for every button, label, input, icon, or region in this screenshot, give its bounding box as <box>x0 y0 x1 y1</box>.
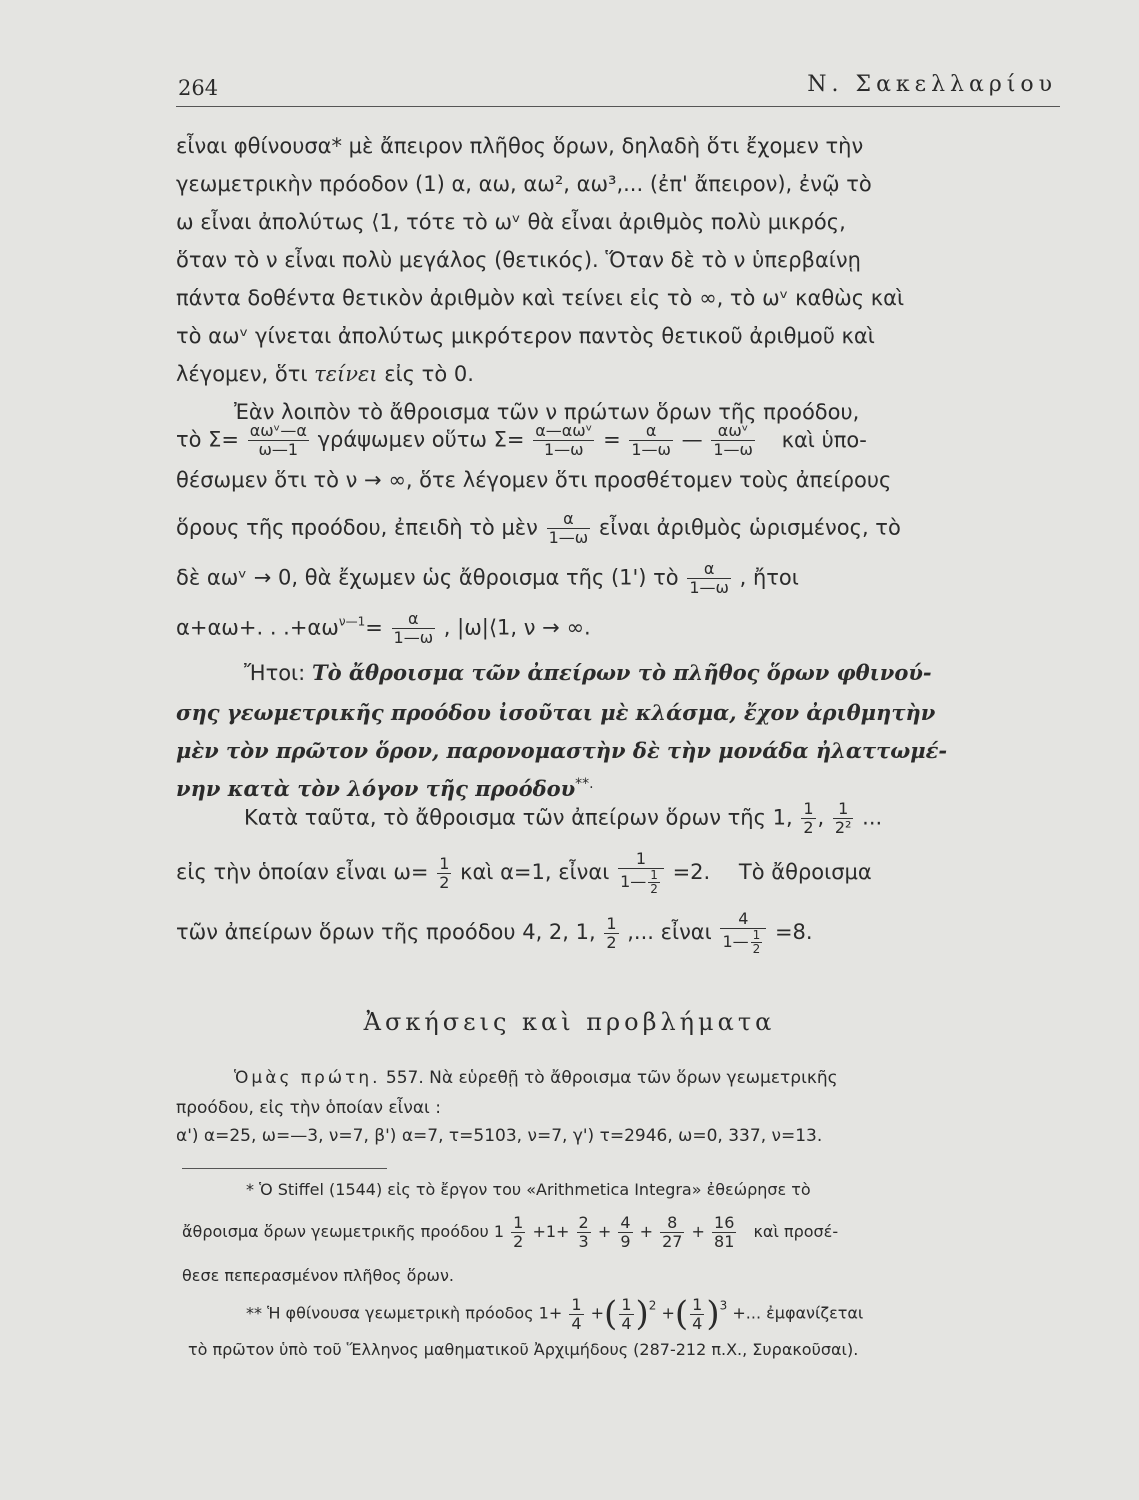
fraction-numerator: 4 <box>620 1213 631 1232</box>
formula-text: , |ω|⟨1, ν → ∞. <box>443 615 591 640</box>
text-fragment: Τὸ ἄθροισμα <box>738 860 872 884</box>
fraction-denominator: 2² <box>834 818 852 837</box>
text-line-7 <box>176 362 474 386</box>
fraction-numerator: αωᵛ—α <box>249 421 307 440</box>
fraction-numerator: α <box>547 510 591 529</box>
exercise-line-2: προόδου, εἰς τὴν ὁποίαν εἶναι : <box>176 1098 441 1118</box>
fraction <box>248 422 309 459</box>
text-fragment: εἰς τὸ 0. <box>384 362 474 386</box>
header-rule <box>176 106 1060 107</box>
exponent: ν—1 <box>338 614 366 629</box>
exercise-text: 557. Νὰ εὑρεθῇ τὸ ἄθροισμα τῶν ὅρων γεωμετρικῆς <box>385 1068 838 1088</box>
fraction-numerator: 8 <box>660 1214 684 1233</box>
compound-fraction <box>720 910 766 956</box>
fraction <box>648 869 660 896</box>
formula-text: καὶ ὑπο- <box>781 427 867 452</box>
text-line-10: θέσωμεν ὅτι τὸ ν → ∞, ὅτε λέγομεν ὅτι προσθέτομεν τοὺς ἀπείρους <box>176 468 892 492</box>
footnote-1-line-1: * Ὁ Stiffel (1544) εἰς τὸ ἔργον του «Arithmetica Integra» ἐθεώρησε τὸ <box>246 1180 811 1199</box>
fraction <box>392 610 436 647</box>
text-line-2: γεωμετρικὴν πρόοδον (1) α, αω, αω², αω³,... (ἐπ' ἄπειρον), ἐνῷ τὸ <box>176 172 872 196</box>
text-line-18: Κατὰ ταῦτα, τὸ ἄθροισμα τῶν ἀπείρων ὅρων τῆς 1, $\frac{1}{2}$ , $\frac{1}{\text{2²}}$ ... <box>244 799 883 837</box>
fraction-numerator: 2 <box>578 1213 589 1232</box>
fraction-numerator: 1 <box>833 800 854 819</box>
fraction-numerator: α <box>629 422 673 441</box>
text-fragment: τῶν ἀπείρων ὅρων τῆς προόδου 4, 2, 1, <box>176 920 596 944</box>
fraction-numerator: 1 <box>606 913 617 933</box>
footnote-text: καὶ προσέ- <box>753 1222 839 1241</box>
formula-text: τὸ Σ= <box>176 427 240 452</box>
text-fragment: ,... εἶναι <box>627 920 712 944</box>
fraction <box>511 1214 525 1251</box>
group-label: Ὁμὰς πρώτη. <box>234 1068 381 1088</box>
footnote-1-line-3: θεσε πεπερασμένον πλῆθος ὅρων. <box>182 1266 454 1285</box>
theorem-text: νην κατὰ τὸν λόγον τῆς προόδου <box>176 776 576 801</box>
fraction-numerator: 1 <box>692 1294 703 1314</box>
fraction-denominator: 4 <box>692 1313 703 1333</box>
text-line-4: ὅταν τὸ ν εἶναι πολὺ μεγάλος (θετικός). Ὅταν δὲ τὸ ν ὑπερβαίνῃ <box>176 248 861 272</box>
fraction-denominator: 1—ω <box>631 440 671 459</box>
emphasis-tends: τείνει <box>314 362 378 386</box>
fraction-numerator: 1 <box>752 928 761 942</box>
fraction <box>618 1214 632 1251</box>
exercise-line-1 <box>234 1068 838 1088</box>
fraction-numerator: 4 <box>720 910 766 929</box>
text-line-5: πάντα δοθέντα θετικὸν ἀριθμὸν καὶ τείνει εἰς τὸ ∞, τὸ ωᵛ καθὼς καὶ <box>176 286 905 310</box>
theorem-line-3: μὲν τὸν πρῶτον ὅρον, παρονομαστὴν δὲ τὴν μονάδα ἠλαττωμέ- <box>176 738 948 763</box>
footnote-rule <box>182 1168 387 1169</box>
fraction-denominator: 3 <box>578 1232 589 1251</box>
text-fragment: ὅρους τῆς προόδου, ἐπειδὴ τὸ μὲν <box>176 515 538 540</box>
fraction <box>711 422 755 459</box>
running-header-author: Ν. Σακελλαρίου <box>807 72 1057 97</box>
text-fragment: εἰς τὴν ὁποίαν εἶναι ω= <box>176 860 429 884</box>
text-fragment: λέγομεν, ὅτι <box>176 362 308 386</box>
section-heading: Ἀσκήσεις καὶ προβλήματα <box>363 1008 776 1036</box>
fraction <box>569 1296 583 1333</box>
fraction-denominator: 2 <box>606 932 617 952</box>
fraction-denominator: 81 <box>714 1232 735 1251</box>
fraction-denominator: 2 <box>752 942 761 956</box>
fraction-denominator: 2 <box>650 882 658 896</box>
fraction <box>833 800 854 837</box>
fraction-numerator: α—αωᵛ <box>535 421 593 440</box>
text-fragment: ... <box>862 805 883 830</box>
text-fragment: καὶ α=1, εἶναι <box>460 860 610 884</box>
fraction-denominator: 2 <box>439 872 450 892</box>
fraction <box>801 800 815 837</box>
fraction <box>690 1296 704 1333</box>
exercise-line-3: α') α=25, ω=—3, ν=7, β') α=7, τ=5103, ν=7, γ') τ=2946, ω=0, 337, ν=13. <box>176 1126 823 1146</box>
fraction <box>629 422 673 459</box>
footnote-mark: **. <box>575 776 594 792</box>
text-line-8: Ἐὰν λοιπὸν τὸ ἄθροισμα τῶν ν πρώτων ὅρων τῆς προόδου, <box>234 400 860 424</box>
text-line-20 <box>176 910 813 956</box>
footnote-2-line-1: ** Ἡ φθίνουσα γεωμετρικὴ πρόοδος 1+ $\frac{1}{4}$ +( $\frac{1}{4}$ )$^2$ +( $\frac{1}{4}$ )$^3$ +... ἐμφανίζεται <box>246 1294 864 1334</box>
fraction-denominator: 1—ω <box>689 578 729 597</box>
text-line-3: ω εἶναι ἀπολύτως ⟨1, τότε τὸ ωᵛ θὰ εἶναι ἀριθμὸς πολὺ μικρός, <box>176 210 846 234</box>
fraction-denominator: 1—ω <box>393 628 434 647</box>
fraction-numerator: 1 <box>513 1213 524 1232</box>
theorem-text: Τὸ ἄθροισμα τῶν ἀπείρων τὸ πλῆθος ὅρων φθινού- <box>311 660 932 685</box>
fraction-denominator: 27 <box>662 1232 683 1251</box>
fraction-numerator: α <box>392 610 436 629</box>
page-number: 264 <box>178 76 219 100</box>
fraction-denominator: 1—ω <box>548 528 589 547</box>
text-fragment: =2. <box>672 860 711 884</box>
fraction-numerator: 1 <box>803 799 814 818</box>
theorem-line-1 <box>244 660 932 685</box>
fraction-denominator <box>720 929 766 956</box>
fraction-numerator: 16 <box>714 1213 735 1232</box>
fraction <box>547 510 591 547</box>
footnote-text: +1+ <box>532 1222 570 1241</box>
text-fragment: , ἤτοι <box>739 565 799 590</box>
text-fragment: δὲ αωᵛ → 0, θὰ ἔχωμεν ὡς ἄθροισμα τῆς (1') τὸ <box>176 565 679 590</box>
fraction-numerator: 1 <box>439 853 450 873</box>
footnote-2-line-2: τὸ πρῶτον ὑπὸ τοῦ Ἕλληνος μαθηματικοῦ Ἀρχιμήδους (287-212 π.Χ., Συρακοῦσαι). <box>188 1340 859 1359</box>
footnote-text: ** Ἡ φθίνουσα γεωμετρικὴ πρόοδος 1+ <box>246 1303 563 1323</box>
formula-line-sum: τὸ Σ= $\frac{\text{αωᵛ—α}}{\omega—1}$ γράψωμεν οὕτω Σ= $\frac{\text{α—αωᵛ}}{1—\omega}$ = $\frac{\alpha}{1—\omega}$ — $\frac{\text{αωᵛ}}{1—\omega}$ καὶ ὑπο- <box>176 421 867 459</box>
fraction <box>577 1214 591 1251</box>
fraction-numerator: α <box>687 560 731 579</box>
text-fragment: Κατὰ ταῦτα, τὸ ἄθροισμα τῶν ἀπείρων ὅρων τῆς 1, <box>244 805 793 830</box>
text-line-12 <box>176 560 799 597</box>
footnote-text: +... ἐμφανίζεται <box>732 1303 864 1323</box>
text-line-19 <box>176 850 872 896</box>
fraction <box>533 422 594 459</box>
fraction-numerator: 1 <box>618 850 664 869</box>
formula-text: γράψωμεν οὕτω Σ= <box>317 427 525 452</box>
fraction <box>437 855 451 892</box>
fraction-denominator: 2 <box>803 818 814 837</box>
footnote-text: ἄθροισμα ὅρων γεωμετρικῆς προόδου 1 <box>182 1222 505 1241</box>
text-fragment: εἶναι ἀριθμὸς ὡρισμένος, τὸ <box>598 515 901 540</box>
fraction-denominator: 1—ω <box>713 440 753 459</box>
theorem-line-2: σης γεωμετρικῆς προόδου ἰσοῦται μὲ κλάσμα, ἔχον ἀριθμητὴν <box>176 700 936 725</box>
fraction <box>751 929 763 956</box>
formula-line-series <box>176 610 591 647</box>
text-line-1: εἶναι φθίνουσα* μὲ ἄπειρον πλῆθος ὅρων, δηλαδὴ ὅτι ἔχομεν τὴν <box>176 134 864 158</box>
fraction-denominator: 4 <box>621 1313 632 1333</box>
theorem-label: Ἤτοι: <box>244 661 306 685</box>
fraction-text: 1— <box>620 872 647 891</box>
theorem-line-4 <box>176 776 594 801</box>
text-fragment: =8. <box>774 920 813 944</box>
fraction-denominator: 4 <box>571 1313 582 1333</box>
fraction-numerator: 1 <box>571 1294 582 1314</box>
fraction-numerator: 1 <box>621 1294 632 1314</box>
fraction-denominator: ω—1 <box>258 440 299 459</box>
fraction-text: 1— <box>722 932 749 951</box>
fraction-denominator: 9 <box>620 1232 631 1251</box>
formula-text: = <box>365 615 383 640</box>
fraction-denominator <box>618 869 664 896</box>
fraction <box>712 1214 736 1251</box>
text-line-11 <box>176 510 901 547</box>
fraction-denominator: 2 <box>513 1232 524 1251</box>
fraction <box>660 1214 684 1251</box>
fraction-denominator: 1—ω <box>544 440 584 459</box>
fraction-numerator: αωᵛ <box>711 422 755 441</box>
compound-fraction <box>618 850 664 896</box>
text-line-6: τὸ αωᵛ γίνεται ἀπολύτως μικρότερον παντὸς θετικοῦ ἀριθμοῦ καὶ <box>176 324 875 348</box>
fraction <box>687 560 731 597</box>
footnote-1-line-2: ἄθροισμα ὅρων γεωμετρικῆς προόδου 1 $\frac{1}{2}$ +1+ $\frac{2}{3}$ + $\frac{4}{9}$ + $\frac{8}{27}$ + $\frac{16}{81}$ καὶ προσέ- <box>182 1213 839 1251</box>
formula-text: α+αω+. . .+αω <box>176 615 339 640</box>
fraction <box>619 1296 633 1333</box>
fraction <box>604 915 618 952</box>
fraction-numerator: 1 <box>650 868 658 882</box>
